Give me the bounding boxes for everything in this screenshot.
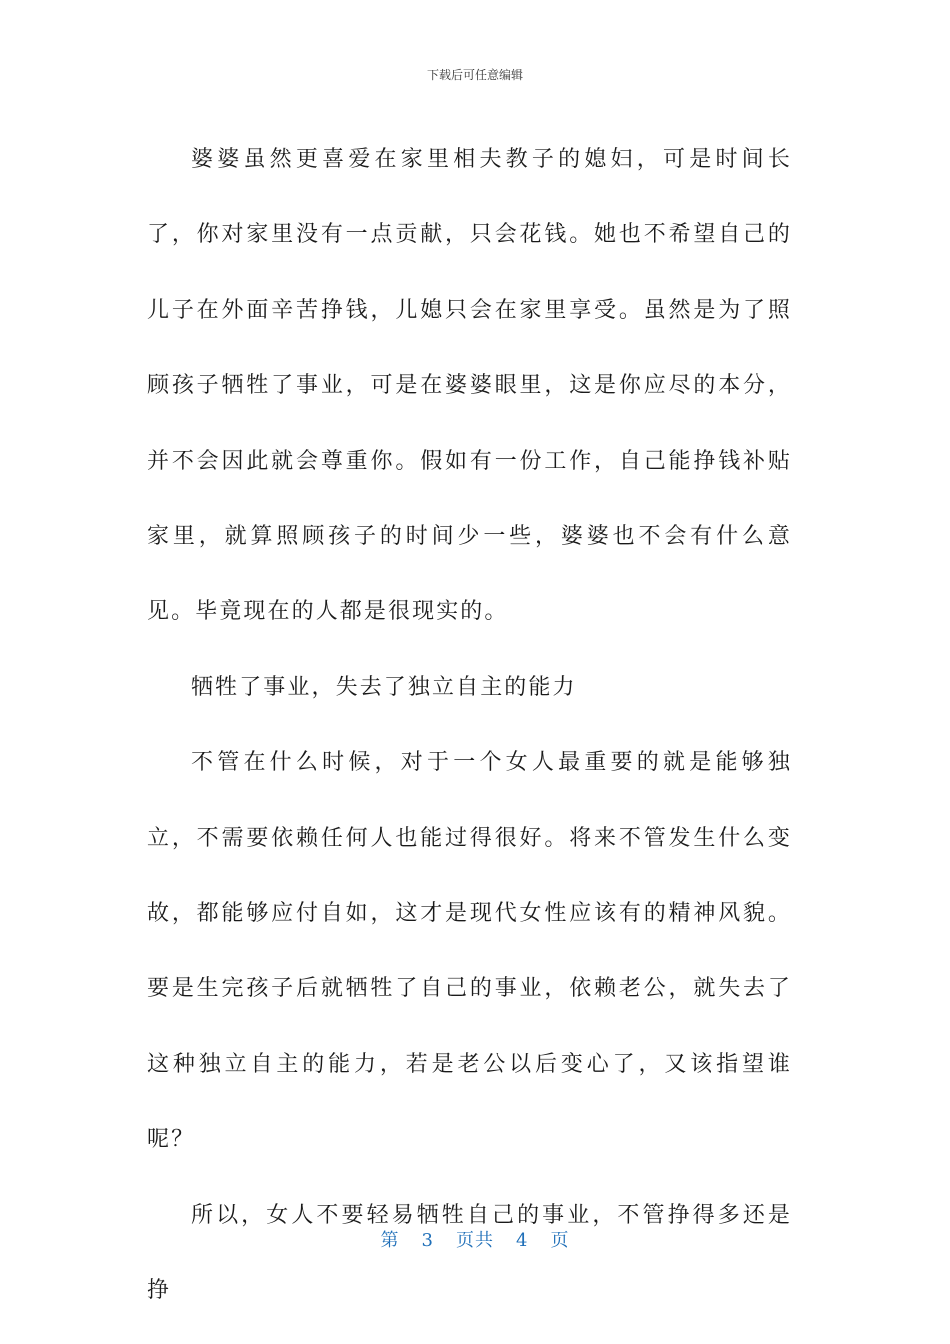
footer-suffix: 页 bbox=[550, 1230, 570, 1251]
section-heading: 牺牲了事业，失去了独立自主的能力 bbox=[191, 674, 577, 700]
total-page-number: 4 bbox=[516, 1230, 529, 1251]
current-page-number: 3 bbox=[421, 1230, 434, 1251]
paragraph-conclusion: 所以，女人不要轻易牺牲自己的事业，不管挣得多还是挣 bbox=[147, 1202, 792, 1304]
footer-middle: 页共 bbox=[456, 1230, 494, 1251]
footer-prefix: 第 bbox=[380, 1230, 400, 1251]
paragraph-mother-in-law: 婆婆虽然更喜爱在家里相夫教子的媳妇，可是时间长了，你对家里没有一点贡献，只会花钱。她也不希望自己的儿子在外面辛苦挣钱，儿媳只会在家里享受。虽然是为了照顾孩子牺牲了事业，可是在婆婆眼里，这是你应尽的本分，并不会因此就会尊重你。假如有一份工作，自己能挣钱补贴家里，就算照顾孩子的时间少一些，婆婆也不会有什么意见。毕竟现在的人都是很现实的。 bbox=[147, 147, 792, 625]
header-note: 下载后可任意编辑 bbox=[426, 68, 523, 82]
paragraph-independence: 不管在什么时候，对于一个女人最重要的就是能够独立，不需要依赖任何人也能过得很好。将来不管发生什么变故，都能够应付自如，这才是现代女性应该有的精神风貌。要是生完孩子后就牺牲了自己的事业，依赖老公，就失去了这种独立自主的能力，若是老公以后变心了，又该指望谁呢？ bbox=[147, 750, 792, 1153]
page-number-footer bbox=[0, 1226, 950, 1252]
body-text bbox=[147, 122, 792, 1329]
